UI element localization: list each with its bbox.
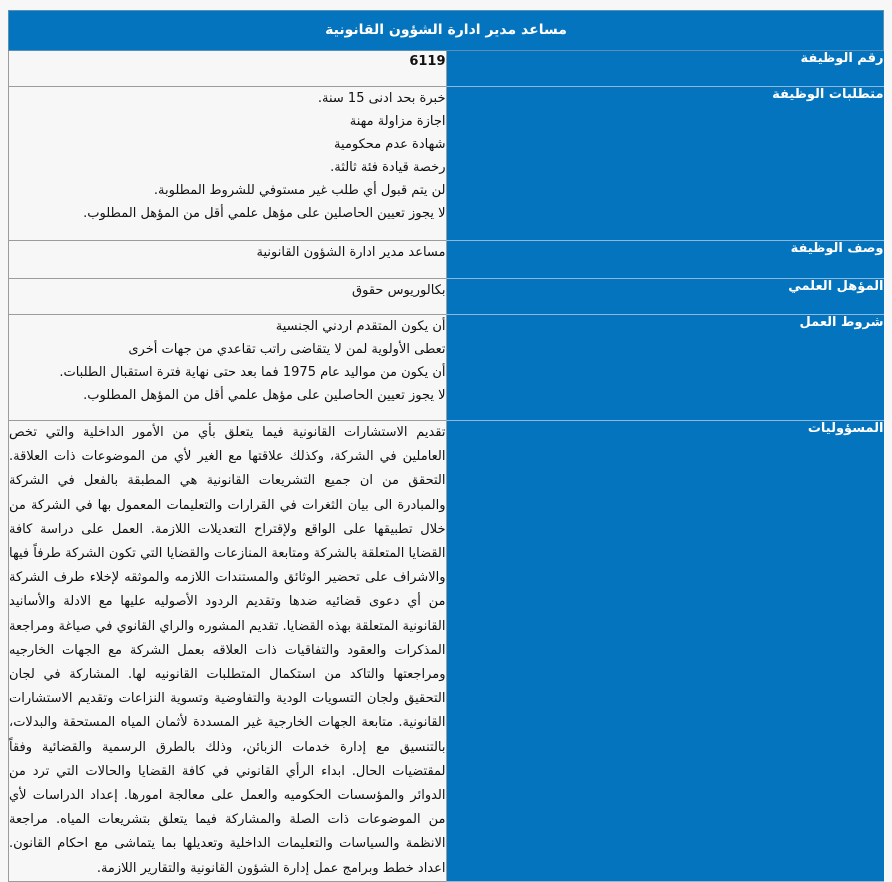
job-number-label: رقم الوظيفة [446,51,884,87]
condition-line: أن يكون من مواليد عام 1975 فما بعد حتى نهاية فترة استقبال الطلبات. [59,365,446,380]
requirement-line: لا يجوز تعيين الحاصلين على مؤهل علمي أقل من المؤهل المطلوب. [83,206,446,221]
requirement-line: اجازة مزاولة مهنة [349,114,446,129]
condition-line: لا يجوز تعيين الحاصلين على مؤهل علمي أقل من المؤهل المطلوب. [83,388,446,403]
qualification-label: المؤهل العلمي [446,279,884,315]
responsibilities-label: المسؤوليات [446,421,884,882]
row-responsibilities [9,421,884,882]
job-number-text: 6119 [409,54,446,69]
requirement-line: شهادة عدم محكومية [334,137,446,152]
condition-line: تعطى الأولوية لمن لا يتقاضى راتب تقاعدي من جهات أخرى [128,342,446,357]
conditions-value [9,315,447,421]
job-title-header: مساعد مدير ادارة الشؤون القانونية [9,11,884,51]
qualification-value: بكالوريوس حقوق [9,279,447,315]
row-requirements [9,87,884,241]
condition-line: أن يكون المتقدم اردني الجنسية [275,319,446,334]
responsibilities-text: تقديم الاستشارات القانونية فيما يتعلق بأي من الأمور الداخلية والتي تخص العاملين في الشركة، وكذلك علاقتها مع الغير لأي من الموضوعات ذات العلاقة. التحقق من ان جميع التشريعات القانونية هي المطبقة بالفعل في الشركة والمبادرة الى بيان الثغرات في القرارات والتعليمات المعمول بها في الشركة من خلال تطبيقها على الواقع ولإقتراح التعديلات اللازمة. العمل على دراسة كافة القضايا المتعلقة بالشركة ومتابعة المنازعات والقضايا التي تكون الشركة طرفاً فيها والاشراف على تحضير الوثائق والمستندات اللازمه والموثقه لإخلاء طرف الشركة من أي دعوى قضائيه ضدها وتقديم الردود الأصوليه عليها مع الادلة والأسانيد القانونية المتعلقة بهذه القضايا. تقديم المشوره والراي القانوي في صياغة ومراجعة المذكرات والعقود والتفاقيات ذات العلاقه بعمل الشركة مع الجهات الخارجيه ومراجعتها والتاكد من استكمال المتطلبات القانونيه لها. المشاركة في لجان التحقيق ولجان التسويات الودية والتفاوضية وتسوية النزاعات وتقديم الاستشارات القانونية. متابعة الجهات الخارجية غير المسددة لأثمان المياه المستحقة والبدلات، بالتنسيق مع إدارة خدمات الزبائن، وذلك بالطرق الرسمية والقضائية وفقاً لمقتضيات الحال. ابداء الرأي القانوني في كافة القضايا والحالات التي ترد من الدوائر والمؤسسات الحكوميه والعمل على معالجة امورها. إعداد الدراسات لأي من الموضوعات ذات الصلة والمشاركة فيما يتعلق بتشريعات المياه. مراجعة الانظمة والسياسات والتعليمات الداخلية وتعديلها بما يتماشى مع احكام القانون. اعداد خطط وبرامج عمل إدارة الشؤون القانونية والتقارير اللازمة. [9,425,446,876]
conditions-label: شروط العمل [446,315,884,421]
requirement-line: خبرة بحد ادنى 15 سنة. [317,91,446,106]
description-value: مساعد مدير ادارة الشؤون القانونية [9,241,447,279]
job-details-table [8,10,884,882]
row-description [9,241,884,279]
description-label: وصف الوظيفة [446,241,884,279]
requirement-line: لن يتم قبول أي طلب غير مستوفي للشروط المطلوبة. [153,183,446,198]
row-job-number [9,51,884,87]
requirements-value [9,87,447,241]
requirements-label: متطلبات الوظيفة [446,87,884,241]
requirement-line: رخصة قيادة فئة ثالثة. [330,160,446,175]
row-qualification [9,279,884,315]
job-number-value [9,51,447,87]
responsibilities-value [9,421,447,882]
row-conditions [9,315,884,421]
